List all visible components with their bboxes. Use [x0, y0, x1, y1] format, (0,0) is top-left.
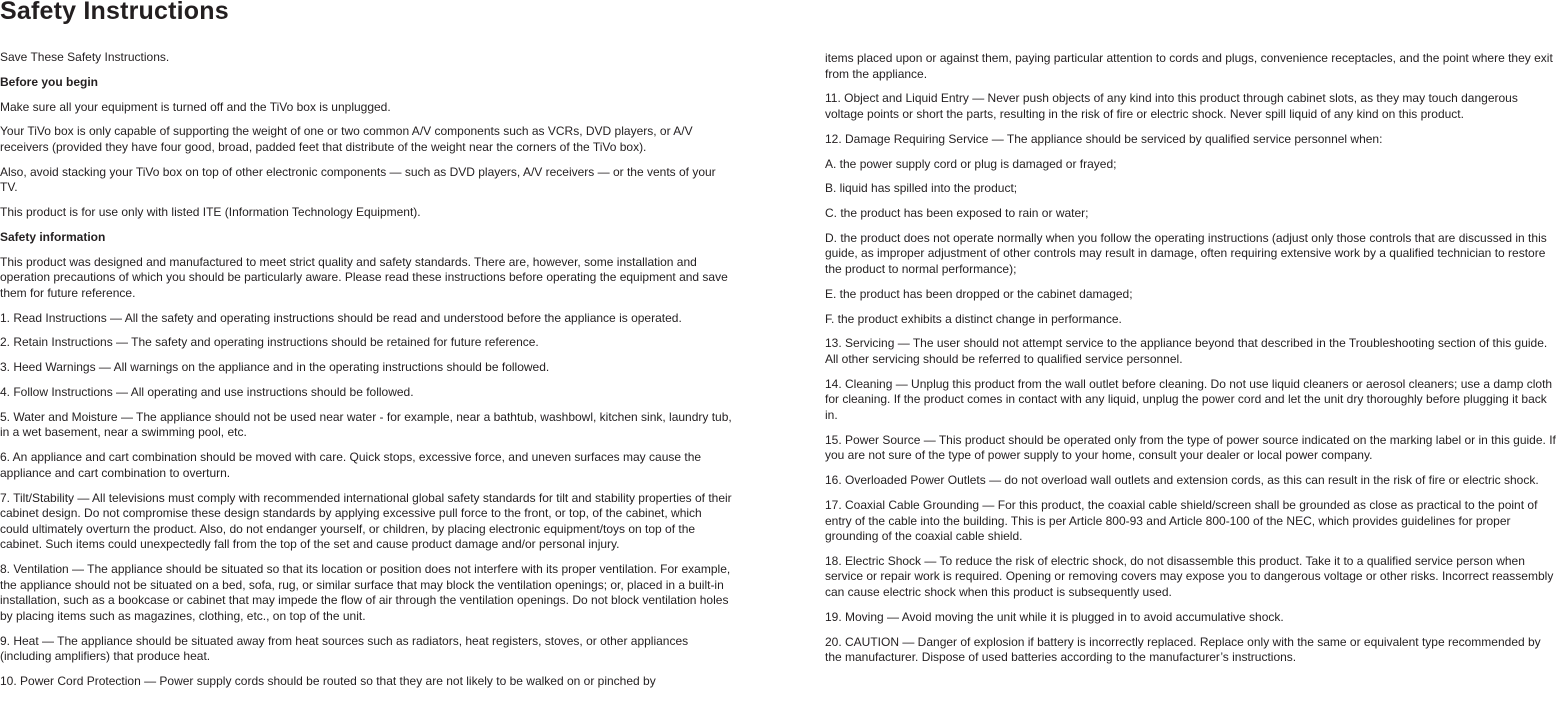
paragraph: Make sure all your equipment is turned off and the TiVo box is unplugged. [0, 99, 391, 114]
paragraph: Your TiVo box is only capable of supporting the weight of one or two common A/V components such as VCRs, DVD players, or A/V receivers (provided they have four good, broad, padded feet that distribute of the weight near the corners of the TiVo box). [0, 124, 693, 154]
section-heading: Safety information [0, 229, 106, 244]
paragraph: E. the product has been dropped or the cabinet damaged; [825, 286, 1133, 301]
paragraph: 17. Coaxial Cable Grounding — For this product, the coaxial cable shield/screen shall be grounded as close as practical to the point of entry of the cable into the building. This is per Article 800-93 and Article 800-100 of the NEC, which provides guidelines for proper grounding of the coaxial cable shield. [825, 497, 1538, 544]
paragraph: 15. Power Source — This product should be operated only from the type of power source indicated on the marking label or in this guide. If you are not sure of the type of power supply to your home, consult your dealer or local power company. [825, 432, 1556, 463]
right-column [825, 51, 1558, 675]
paragraph: A. the power supply cord or plug is damaged or frayed; [825, 156, 1117, 171]
paragraph: 8. Ventilation — The appliance should be situated so that its location or position does not interfere with its proper ventilation. For example, the appliance should not be situated on a bed, sofa, rug, or similar surface that may block the ventilation openings; or, placed in a built-in installation, such as a bookcase or cabinet that may impede the flow of air through the ventilation openings. Do not block ventilation holes by placing items such as magazines, clothing, etc., on top of the unit. [0, 562, 731, 623]
paragraph: C. the product has been exposed to rain or water; [825, 206, 1089, 221]
paragraph: B. liquid has spilled into the product; [825, 181, 1018, 196]
paragraph: 20. CAUTION — Danger of explosion if battery is incorrectly replaced. Replace only with the same or equivalent type recommended by the manufacturer. Dispose of used batteries according to the manufacturer’s instructions. [825, 634, 1541, 665]
paragraph: F. the product exhibits a distinct change in performance. [825, 311, 1122, 326]
paragraph: 14. Cleaning — Unplug this product from the wall outlet before cleaning. Do not use liquid cleaners or aerosol cleaners; use a damp cloth for cleaning. If the product comes in contact with any liquid, unplug the power cord and let the unit dry thoroughly before plugging it back in. [825, 376, 1553, 422]
paragraph: 18. Electric Shock — To reduce the risk of electric shock, do not disassemble this product. Take it to a qualified service person when service or repair work is required. Opening or removing covers may expose you to dangerous voltage or other risks. Incorrect reassembly can cause electric shock when this product is subsequently used. [825, 553, 1554, 600]
paragraph: 19. Moving — Avoid moving the unit while it is plugged in to avoid accumulative shock. [825, 609, 1284, 624]
paragraph: 9. Heat — The appliance should be situated away from heat sources such as radiators, heat registers, stoves, or other appliances (including amplifiers) that produce heat. [0, 633, 689, 664]
paragraph: 16. Overloaded Power Outlets — do not overload wall outlets and extension cords, as this can result in the risk of fire or electric shock. [825, 473, 1539, 488]
paragraph: 3. Heed Warnings — All warnings on the appliance and in the operating instructions should be followed. [0, 360, 550, 375]
section-heading: Before you begin [0, 74, 99, 89]
paragraph: 2. Retain Instructions — The safety and operating instructions should be retained for future reference. [0, 335, 539, 350]
paragraph: 1. Read Instructions — All the safety and operating instructions should be read and understood before the appliance is operated. [0, 310, 682, 325]
paragraph: 6. An appliance and cart combination should be moved with care. Quick stops, excessive force, and uneven surfaces may cause the appliance and cart combination to overturn. [0, 450, 702, 480]
paragraph: 7. Tilt/Stability — All televisions must comply with recommended international global safety standards for tilt and stability properties of their cabinet design. Do not compromise these design standards by applying excessive pull force to the front, or top, of the cabinet, which could ultimately overturn the product. Also, do not endanger yourself, or children, by placing electronic equipment/toys on top of the cabinet. Such items could unexpectedly fall from the top of the set and cause product damage and/or personal injury. [0, 490, 732, 552]
paragraph: Save These Safety Instructions. [0, 50, 170, 64]
paragraph: 11. Object and Liquid Entry — Never push objects of any kind into this product through cabinet slots, as they may touch dangerous voltage points or short the parts, resulting in the risk of fire or electric shock. Never spill liquid of any kind on this product. [825, 91, 1518, 121]
paragraph: items placed upon or against them, paying particular attention to cords and plugs, convenience receptacles, and the point where they exit from the appliance. [825, 51, 1553, 81]
paragraph: 12. Damage Requiring Service — The appliance should be serviced by qualified service personnel when: [825, 131, 1383, 146]
paragraph: 4. Follow Instructions — All operating and use instructions should be followed. [0, 384, 414, 399]
left-column [0, 50, 732, 699]
paragraph: 13. Servicing — The user should not attempt service to the appliance beyond that described in the Troubleshooting section of this guide. All other servicing should be referred to qualified service personnel. [825, 336, 1548, 366]
paragraph: 10. Power Cord Protection — Power supply cords should be routed so that they are not likely to be walked on or pinched by [0, 674, 656, 688]
paragraph: Also, avoid stacking your TiVo box on top of other electronic components — such as DVD players, A/V receivers — or the vents of your TV. [0, 164, 716, 195]
page-title: Safety Instructions [0, 0, 229, 25]
paragraph: D. the product does not operate normally when you follow the operating instructions (adjust only those controls that are discussed in this guide, as improper adjustment of other controls may result in damage, often requiring extensive work by a qualified technician to restore the product to normal performance); [825, 230, 1547, 277]
paragraph: This product was designed and manufactured to meet strict quality and safety standards. There are, however, some installation and operation precautions of which you should be particularly aware. Please read these instructions before operating the equipment and save them for future reference. [0, 254, 728, 300]
paragraph: This product is for use only with listed ITE (Information Technology Equipment). [0, 205, 421, 220]
paragraph: 5. Water and Moisture — The appliance should not be used near water - for example, near a bathtub, washbowl, kitchen sink, laundry tub, in a wet basement, near a swimming pool, etc. [0, 409, 732, 440]
